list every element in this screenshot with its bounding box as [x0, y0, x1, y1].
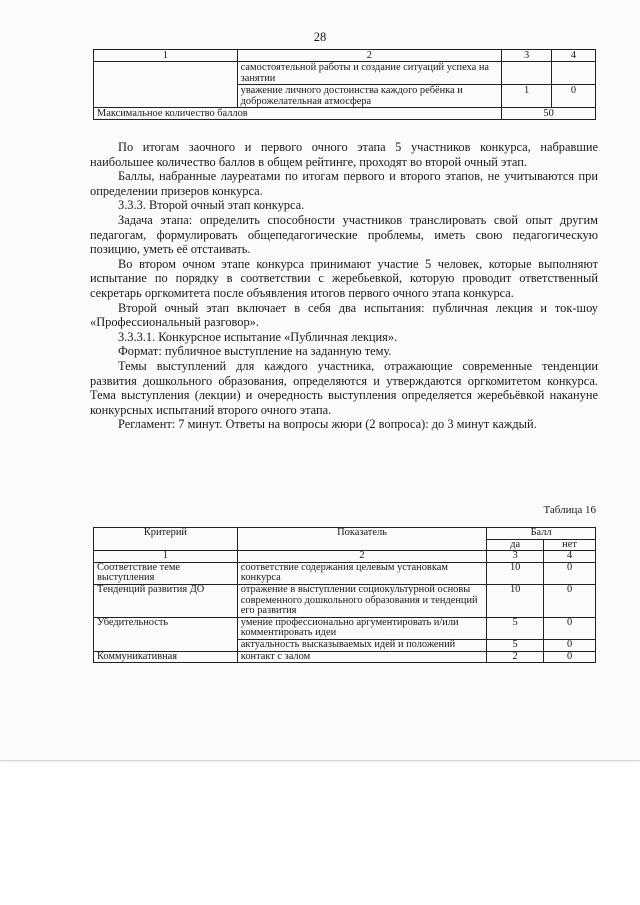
col-number-1: 1 [94, 551, 238, 563]
no-cell: 0 [544, 562, 596, 584]
no-cell: 0 [552, 85, 596, 108]
yes-header: да [487, 539, 544, 551]
no-cell: 0 [544, 584, 596, 617]
column-number-row [94, 551, 596, 563]
body-text [90, 140, 598, 432]
yes-cell [502, 62, 552, 85]
indicator-cell: уважение личного достоинства каждого ребёнка и доброжелательная атмосфера [237, 85, 502, 108]
criterion-cell: Коммуникативная [94, 651, 238, 663]
section-heading: 3.3.3. Второй очный этап конкурса. [118, 198, 305, 213]
paragraph: Задача этапа: определить способности участников транслировать свой опыт другим педагогам, формулировать общепедагогические проблемы, иметь свою педагогическую позицию, уметь её отстаивать. [90, 212, 598, 257]
yes-cell: 5 [487, 639, 544, 651]
indicator-cell: отражение в выступлении социокультурной основы современного дошкольного образования и тенденций его развития [237, 584, 486, 617]
paragraph: Во втором очном этапе конкурса принимают участие 5 человек, которые выполняют испытание по порядку в соответствии с жеребьевкой, которую проводит ответственный секретарь оргкомитета после объявления итогов первого очного этапа конкурса. [90, 256, 598, 300]
table-row [94, 562, 596, 584]
yes-cell: 10 [487, 584, 544, 617]
indicator-cell: самостоятельной работы и создание ситуаций успеха на занятии [237, 62, 502, 85]
col-number-1: 1 [94, 50, 238, 62]
paragraph: Темы выступлений для каждого участника, отражающие современные тенденции развития дошкольного образования, определяются и утверждаются оргкомитетом конкурса. Тема выступления (лекции) и очередность выступления определяется жеребьёвкой накануне конкурсных испытаний второго очного этапа. [90, 358, 598, 417]
table-row [94, 651, 596, 663]
col-number-3: 3 [487, 551, 544, 563]
paragraph: По итогам заочного и первого очного этапа 5 участников конкурса, набравшие наибольшее количество баллов в общем рейтинге, проходят во второй очный этап. [90, 140, 598, 169]
indicator-cell: контакт с залом [237, 651, 486, 663]
col-number-4: 4 [544, 551, 596, 563]
yes-cell: 1 [502, 85, 552, 108]
paragraph: Баллы, набранные лауреатами по итогам первого и второго этапов, не учитываются при определении призеров конкурса. [90, 169, 598, 198]
paragraph: Формат: публичное выступление на заданную тему. [118, 344, 392, 359]
col-number-3: 3 [502, 50, 552, 62]
max-score-label: Максимальное количество баллов [94, 108, 502, 120]
criterion-header: Критерий [94, 528, 238, 551]
indicator-header: Показатель [237, 528, 486, 551]
yes-cell: 2 [487, 651, 544, 663]
table-top [93, 49, 596, 120]
indicator-cell: умение профессионально аргументировать и/или комментировать идеи [237, 617, 486, 639]
yes-cell: 5 [487, 617, 544, 639]
score-header: Балл [487, 528, 596, 540]
no-cell: 0 [544, 639, 596, 651]
paragraph: Регламент: 7 минут. Ответы на вопросы жюри (2 вопроса): до 3 минут каждый. [118, 417, 537, 432]
yes-cell: 10 [487, 562, 544, 584]
criterion-cell: Соответствие теме выступления [94, 562, 238, 584]
page-number: 28 [313, 30, 327, 44]
criterion-cell: Тенденций развития ДО [94, 584, 238, 617]
no-cell: 0 [544, 651, 596, 663]
no-cell [552, 62, 596, 85]
criterion-cell [94, 62, 238, 108]
col-number-2: 2 [237, 551, 486, 563]
indicator-cell: актуальность высказываемых идей и положений [237, 639, 486, 651]
paragraph: Второй очный этап включает в себя два испытания: публичная лекция и ток-шоу «Профессиональный разговор». [90, 300, 598, 330]
table-header-row [94, 50, 596, 62]
table-row [94, 584, 596, 617]
subsection-heading: 3.3.3.1. Конкурсное испытание «Публичная лекция». [118, 329, 398, 344]
max-score-value: 50 [502, 108, 596, 120]
col-number-2: 2 [237, 50, 502, 62]
table-row [94, 617, 596, 639]
indicator-cell: соответствие содержания целевым установкам конкурса [237, 562, 486, 584]
col-number-4: 4 [552, 50, 596, 62]
table-caption: Таблица 16 [543, 504, 596, 516]
criterion-cell: Убедительность [94, 617, 238, 651]
max-score-row [94, 108, 596, 120]
no-header: нет [544, 539, 596, 551]
table-16 [93, 527, 596, 663]
table-header-row [94, 528, 596, 540]
table-row [94, 62, 596, 85]
no-cell: 0 [544, 617, 596, 639]
